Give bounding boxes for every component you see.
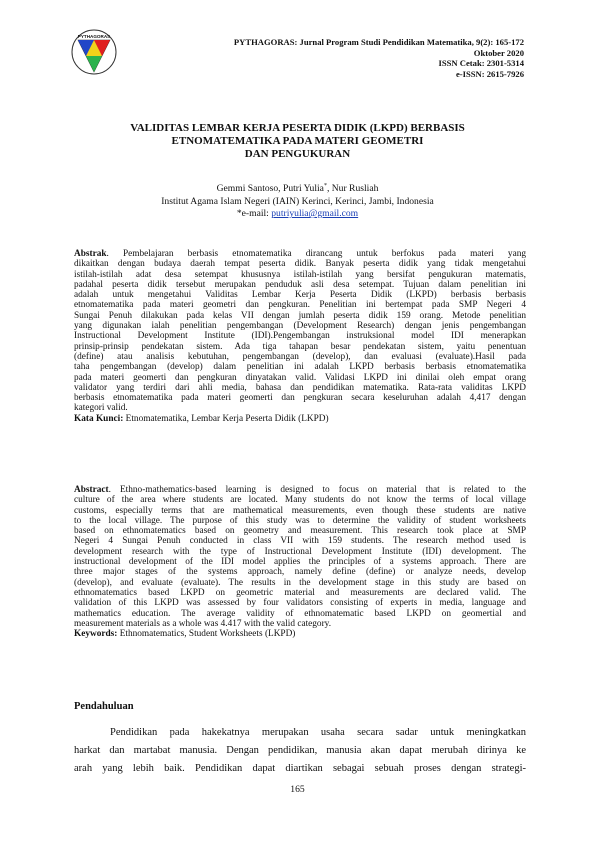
svg-text:PYTHAGORAS: PYTHAGORAS: [77, 34, 111, 39]
journal-date: Oktober 2020: [473, 47, 524, 58]
issn-print: ISSN Cetak: 2301-5314: [438, 58, 524, 69]
paper-title: [70, 122, 525, 161]
abstract-line: (define) atau analisis kebutuhan, pengembangan (develop), dan evaluasi (evaluate).Hasil pada: [74, 351, 526, 362]
abstract-line: yang digunakan ialah penelitian pengembangan (Development Research) dengan jenis pengembangan: [74, 321, 526, 332]
email-line: *e-mail: putriyulia@gmail.com: [236, 208, 359, 220]
abstract-line: Instructional Development Institute (IDI).Pengembangan instruksional model IDI menerapkan: [74, 331, 526, 342]
section-body: [74, 724, 526, 779]
abstract-line: validation of this LKPD was assessed by four validators consisting of experts in media, language and: [74, 598, 526, 609]
keywords-english: Keywords: Ethnomatematics, Student Worksheets (LKPD): [74, 629, 296, 640]
abstract-line: Sungai Penuh dilakukan pada kelas VII dengan jumlah peserta didik 159 orang. Metode penelitian: [74, 310, 526, 321]
abstract-label: Abstract: [74, 485, 109, 495]
abstract-line: measurement materials as a whole was 4.417 with the valid category.: [74, 618, 332, 629]
abstract-line: validator yang terdiri dari ahli media, bahasa dan pendidikan matematika. Rata-rata validitas LKPD: [74, 382, 526, 393]
abstract-line: etnomatematika pada materi geometri dan pengkuran. Penelitian ini bertempat pada SMP Negeri 4: [74, 300, 526, 311]
title-line: ETNOMATEMATIKA PADA MATERI GEOMETRI: [171, 135, 424, 147]
abstract-line: taha pengembangan (develop) dalam penelitian ini adalah LKPD berbasis berbasis etnomatematika: [74, 362, 526, 373]
abstract-line: prinsip-prinsip pendekatan sistem. Ada tiga tahapan besar pendekatan sistem, yaitu penentuan: [74, 341, 526, 352]
abstract-line: berbasis etnomatematika pada materi geomerti dan pengkuran secara keseluruhan adalah 4,417 dengan: [74, 393, 526, 404]
abstract-line: Abstract. Ethno-mathematics-based learning is designed to focus on material that is related to the: [74, 485, 526, 495]
page-number: 165: [290, 784, 305, 795]
abstract-line: three major stages of the systems approach, namely define (define) or analyze needs, develop: [74, 567, 526, 578]
abstract-english: [74, 485, 526, 639]
abstract-line: dikaitkan dengan budaya daerah tempat peserta didik. Banyak peserta didik yang tidak mengetahui: [74, 259, 526, 270]
body-line: harkat dan martabat manusia. Dengan pendidikan, manusia akan dapat merubah dirinya ke: [74, 745, 526, 757]
abstract-line: mathematics education. The average validity of ethnomatematic based LKPD on geomertial and: [74, 608, 526, 619]
abstract-line: culture of the area where students are located. Many students do not know the terms of local village: [74, 495, 526, 506]
body-line: arah yang lebih baik. Pendidikan dapat diartikan sebagai sebuah proses dengan strategi-: [74, 763, 526, 775]
abstract-line: pada materi geomerti dan pengkuran dinyatakan valid. Validasi LKPD ini dinilai oleh empat orang: [74, 372, 526, 383]
abstract-line: development research with the type of Instructional Development Institute (IDI) development. The: [74, 546, 526, 557]
abstract-line: customs, especially terms that are mathematical measurements, even though these students are native: [74, 505, 526, 516]
journal-citation: PYTHAGORAS: Jurnal Program Studi Pendidikan Matematika, 9(2): 165-172: [233, 37, 524, 47]
journal-logo: [70, 28, 118, 76]
abstract-indonesian: [74, 249, 526, 424]
journal-header: [164, 37, 524, 79]
title-line: DAN PENGUKURAN: [244, 148, 351, 160]
abstract-line: padahal peserta didik tersebut merupakan penduduk asli desa setempat. Tujuan dalam penelitian ini: [74, 279, 526, 290]
abstract-line: to the local village. The purpose of this study was to determine the validity of student worksheets: [74, 515, 526, 526]
affiliation: Institut Agama Islam Negeri (IAIN) Kerinci, Kerinci, Jambi, Indonesia: [161, 195, 434, 207]
email-link[interactable]: putriyulia@gmail.com: [271, 208, 359, 220]
abstract-line: kategori valid.: [74, 403, 128, 414]
body-line: Pendidikan pada hakekatnya merupakan usaha secara sadar untuk meningkatkan: [110, 727, 526, 738]
title-line: VALIDITAS LEMBAR KERJA PESERTA DIDIK (LKPD) BERBASIS: [130, 122, 465, 134]
abstract-line: istilah-istilah adat desa setempat khususnya istilah-istilah yang bersifat pengukuran matematis,: [74, 269, 526, 280]
corresponding-mark: *: [323, 183, 327, 189]
issn-online: e-ISSN: 2615-7926: [455, 68, 524, 79]
abstract-line: Abstrak. Pembelajaran berbasis etnomatematika dirancang untuk berfokus pada materi yang: [74, 249, 526, 259]
abstract-line: (develop), and evaluate (evaluate). The results in the development stage in this study are based on: [74, 577, 526, 588]
author-block: [70, 180, 525, 221]
abstract-label: Abstrak: [74, 249, 107, 259]
abstract-line: Negeri 4 Sungai Penuh conducted in class VII with 159 students. The research method used is: [74, 536, 526, 547]
author-names: Gemmi Santoso, Putri Yulia*, Nur Rusliah: [216, 183, 379, 195]
abstract-line: instructional development of the IDI model applies the principles of a systems approach. There are: [74, 557, 526, 568]
section-heading: Pendahuluan: [74, 701, 134, 712]
abstract-line: ethnomatematics based LKPD on geometric material and measurements are declared valid. The: [74, 587, 526, 598]
abstract-line: adalah untuk mengetahui Validitas Lembar Kerja Peserta Didik (LKPD) berbasis berbasis: [74, 290, 526, 301]
abstract-line: based on ethnomatematics based on geometry and measurement. This research took place at SMP: [74, 526, 526, 537]
keywords-indonesian: Kata Kunci: Etnomatematika, Lembar Kerja Peserta Didik (LKPD): [74, 413, 329, 424]
